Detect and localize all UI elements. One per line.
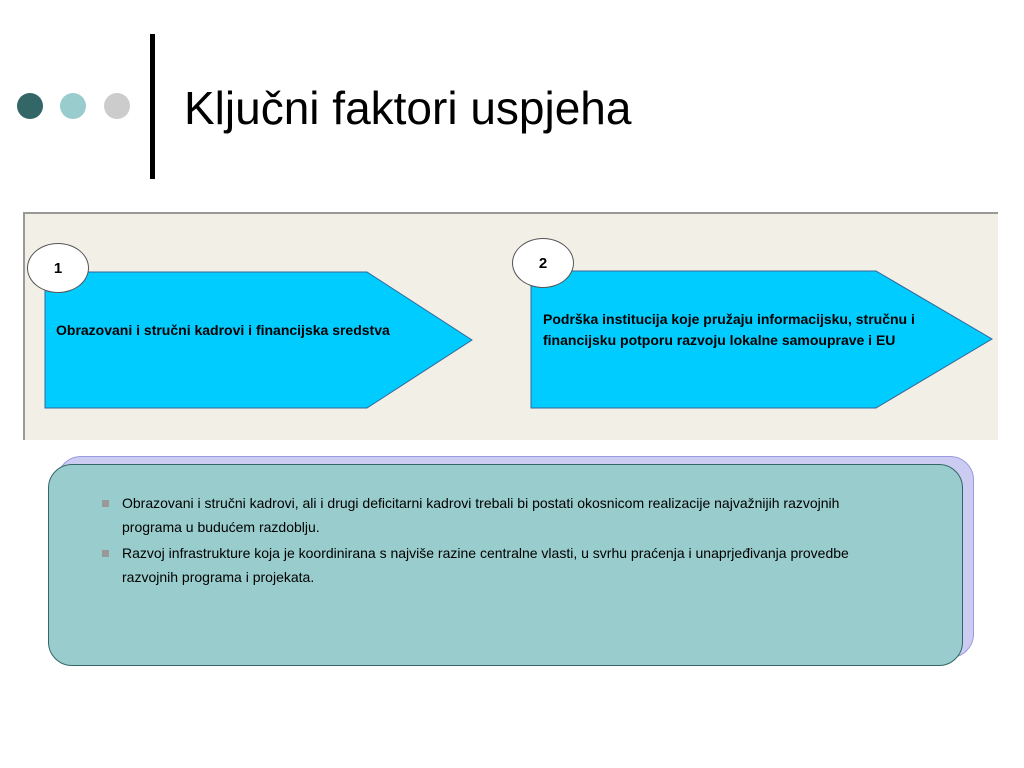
bullet-item bbox=[102, 491, 862, 539]
bullet-text: Razvoj infrastrukture koja je koordinirana s najviše razine centralne vlasti, u svrhu praćenja i unaprjeđivanja provedbe razvojnih programa i projekata. bbox=[122, 545, 849, 585]
factor-label-2: Podrška institucija koje pružaju informacijsku, stručnu i financijsku potporu razvoju lokalne samouprave i EU bbox=[543, 311, 915, 348]
bullet-list bbox=[102, 491, 862, 591]
factor-number-badge-1: 1 bbox=[27, 243, 89, 293]
bullet-square-icon bbox=[102, 500, 109, 507]
bullet-square-icon bbox=[102, 550, 109, 557]
factor-number-badge-2: 2 bbox=[512, 238, 574, 288]
bullet-text: Obrazovani i stručni kadrovi, ali i drugi deficitarni kadrovi trebali bi postati okosnicom realizacije najvažnijih razvojnih programa u budućem razdoblju. bbox=[122, 495, 840, 535]
bullet-item bbox=[102, 541, 862, 589]
factor-label-1: Obrazovani i stručni kadrovi i financijska sredstva bbox=[56, 322, 390, 338]
slide-title: Ključni faktori uspjeha bbox=[184, 82, 632, 134]
